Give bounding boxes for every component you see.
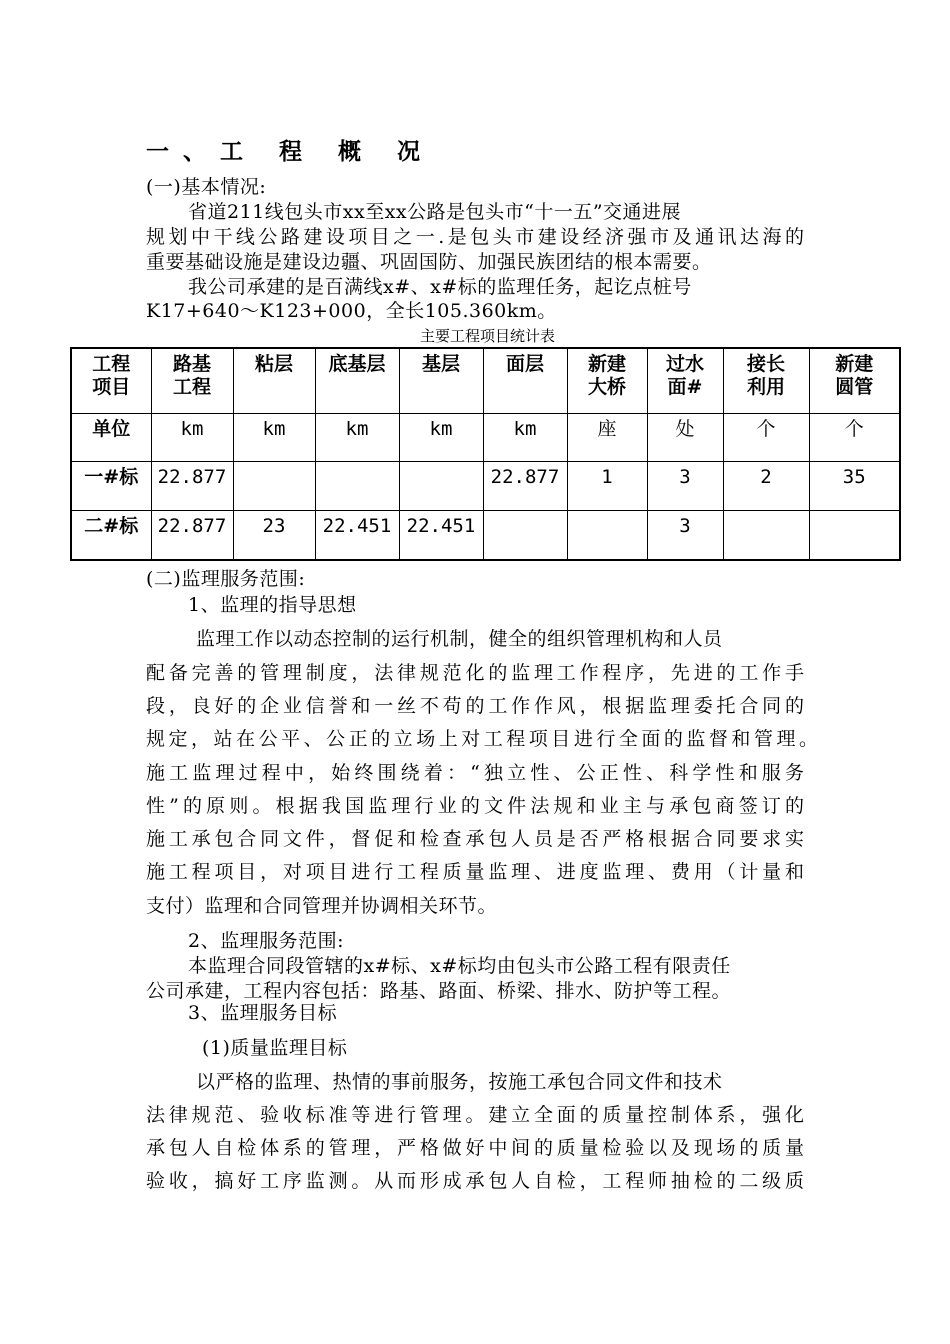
table-cell: km	[233, 414, 315, 462]
table-header-cell: 基层	[399, 348, 483, 414]
table-cell: 22.877	[483, 462, 567, 511]
table-cell: km	[399, 414, 483, 462]
table-cell: 个	[723, 414, 809, 462]
table-cell	[233, 462, 315, 511]
paragraph-line: 施工承包合同文件，督促和检查承包人员是否严格根据合同要求实	[146, 828, 804, 850]
table-cell	[567, 511, 647, 561]
paragraph-line: 省道211线包头市xx至xx公路是包头市“十一五”交通进展	[188, 201, 682, 223]
subsection-title: 3、监理服务目标	[188, 1002, 338, 1024]
table-cell	[483, 511, 567, 561]
table-cell: 个	[809, 414, 900, 462]
paragraph-line: 法律规范、验收标准等进行管理。建立全面的质量控制体系，强化	[146, 1104, 804, 1126]
table-header-cell: 新建 圆管	[809, 348, 900, 414]
table-cell	[809, 511, 900, 561]
table-cell: 二#标	[71, 511, 151, 561]
table-cell: km	[315, 414, 399, 462]
table-cell	[399, 462, 483, 511]
subsection-title: (1)质量监理目标	[202, 1037, 348, 1059]
table-cell: km	[151, 414, 233, 462]
table-header-cell: 工程 项目	[71, 348, 151, 414]
table-header-cell: 接长 利用	[723, 348, 809, 414]
paragraph-line: 规定，站在公平、公正的立场上对工程项目进行全面的监督和管理。	[146, 728, 818, 750]
paragraph-line: 承包人自检体系的管理，严格做好中间的质量检验以及现场的质量	[146, 1137, 804, 1159]
stats-table	[70, 347, 901, 561]
table-cell: 3	[647, 511, 723, 561]
table-header-cell: 路基 工程	[151, 348, 233, 414]
paragraph-line: 规划中干线公路建设项目之一.是包头市建设经济强市及通讯达海的	[146, 226, 804, 248]
table-header-cell: 底基层	[315, 348, 399, 414]
table-cell: 3	[647, 462, 723, 511]
table-caption: 主要工程项目统计表	[420, 327, 556, 345]
subsection-title: 1、监理的指导思想	[188, 594, 357, 616]
table-cell: 一#标	[71, 462, 151, 511]
table-header-cell: 粘层	[233, 348, 315, 414]
paragraph-line: 公司承建，工程内容包括：路基、路面、桥梁、排水、防护等工程。	[146, 980, 732, 1002]
table-cell: km	[483, 414, 567, 462]
table-cell: 23	[233, 511, 315, 561]
paragraph-line: K17+640～K123+000，全长105.360km。	[146, 300, 557, 322]
table-cell: 1	[567, 462, 647, 511]
table-cell: 22.451	[399, 511, 483, 561]
paragraph-line: 监理工作以动态控制的运行机制，健全的组织管理机构和人员	[196, 628, 723, 650]
table-cell: 座	[567, 414, 647, 462]
table-cell: 2	[723, 462, 809, 511]
paragraph-line: 性”的原则。根据我国监理行业的文件法规和业主与承包商签订的	[146, 795, 804, 817]
table-cell: 单位	[71, 414, 151, 462]
paragraph-line: 施工程项目，对项目进行工程质量监理、进度监理、费用（计量和	[146, 861, 804, 883]
table-cell: 35	[809, 462, 900, 511]
table-cell	[315, 462, 399, 511]
paragraph-line: 支付）监理和合同管理并协调相关环节。	[146, 895, 498, 917]
table-row	[71, 511, 900, 561]
paragraph-line: 验收，搞好工序监测。从而形成承包人自检，工程师抽检的二级质	[146, 1170, 804, 1192]
table-cell: 处	[647, 414, 723, 462]
paragraph-line: 以严格的监理、热情的事前服务，按施工承包合同文件和技术	[196, 1071, 723, 1093]
paragraph-line: 施工监理过程中，始终围绕着：“独立性、公正性、科学性和服务	[146, 762, 804, 784]
table-header-row	[71, 348, 900, 414]
table-header-cell: 新建 大桥	[567, 348, 647, 414]
table-cell: 22.877	[151, 462, 233, 511]
table-header-cell: 面层	[483, 348, 567, 414]
subsection-label: (二)监理服务范围:	[146, 568, 306, 590]
paragraph-line: 配备完善的管理制度，法律规范化的监理工作程序，先进的工作手	[146, 662, 804, 684]
table-cell	[723, 511, 809, 561]
paragraph-line: 本监理合同段管辖的x#标、x#标均由包头市公路工程有限责任	[188, 955, 731, 977]
table-cell: 22.451	[315, 511, 399, 561]
table-row	[71, 414, 900, 462]
table-cell: 22.877	[151, 511, 233, 561]
subsection-label: (一)基本情况:	[146, 176, 267, 198]
table-row	[71, 462, 900, 511]
paragraph-line: 重要基础设施是建设边疆、巩固国防、加强民族团结的根本需要。	[146, 251, 712, 273]
table-header-cell: 过水 面#	[647, 348, 723, 414]
paragraph-line: 我公司承建的是百满线x#、x#标的监理任务，起讫点桩号	[188, 276, 692, 298]
paragraph-line: 段，良好的企业信誉和一丝不苟的工作作风，根据监理委托合同的	[146, 695, 804, 717]
section-heading: 一、工 程 概 况	[146, 138, 435, 165]
subsection-title: 2、监理服务范围:	[188, 930, 344, 952]
